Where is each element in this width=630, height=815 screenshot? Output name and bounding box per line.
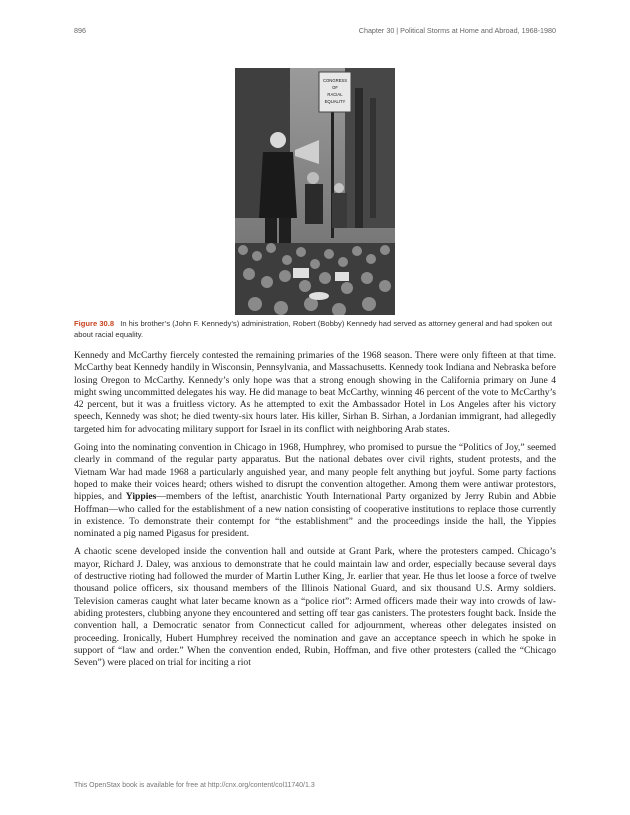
- paragraph: A chaotic scene developed inside the convention hall and outside at Grant Park, where the protesters camped. Chicago’s mayor, Richard J. Daley, was anxious to demonstrate that he could maintain law and order, especially because several days of destructive rioting had followed the murder of Martin Luther King, Jr. earlier that year. He thus let loose a force of twelve thousand police officers, six thousand members of the Illinois National Guard, and six thousand U.S. Army soldiers. Television cameras caught what later became known as a “police riot”: Armed officers made their way into crowds of law-abiding protesters, clubbing anyone they encountered and setting off tear gas canisters. The protesters fought back. Inside the convention hall, a Democratic senator from Connecticut called for adjournment, whereas other delegates insisted on proceeding. Ironically, Hubert Humphrey received the nomination and gave an acceptance speech in which he spoke in support of “law and order.” When the convention ended, Rubin, Hoffman, and five other protesters (called the “Chicago Seven”) were placed on trial for inciting a riot: [74, 546, 556, 669]
- sign-line-1: CONGRESS: [323, 78, 347, 83]
- key-term: Yippies: [125, 491, 157, 503]
- page-footer: This OpenStax book is available for free at http://cnx.org/content/col11740/1.3: [74, 782, 315, 789]
- sign-line-2: OF: [332, 85, 338, 90]
- photo-illustration: [235, 68, 395, 315]
- sign-line-4: EQUALITY: [324, 99, 346, 104]
- figure-photo: [235, 68, 395, 315]
- page-header: [74, 26, 556, 38]
- sign-line-3: RACIAL: [327, 92, 343, 97]
- page-number: 896: [74, 26, 86, 35]
- paragraph-text: Going into the nominating convention in Chicago in 1968, Humphrey, who promised to pursue the “Politics of Joy,” seemed clearly in command of the regular party apparatus. But the national debates over civil rights, student protests, and the Vietnam War had made 1968 a particularly anguished year, and many people felt anything but joyful. Some party factions hoped to make their voices heard; others wished to disrupt the convention altogether. Among them were antiwar protestors, hippies, and: [74, 442, 556, 503]
- paragraph: Kennedy and McCarthy fiercely contested the remaining primaries of the 1968 season. There were only fifteen at that time. McCarthy beat Kennedy handily in Wisconsin, Pennsylvania, and Massachusetts. Kennedy took Indiana and Nebraska before losing Oregon to McCarthy. Kennedy’s only hope was that a strong enough showing in the California primary on June 4 might swing uncommitted delegates his way. He did manage to beat McCarthy, winning 46 percent of the vote to McCarthy’s 42 percent, but it was a fruitless victory. As he attempted to exit the Ambassador Hotel in Los Angeles after his victory speech, Kennedy was shot; he died twenty-six hours later. His killer, Sirhan B. Sirhan, a Jordanian immigrant, had allegedly targeted him for advocating military support for Israel in its conflict with neighboring Arab states.: [74, 350, 556, 435]
- paragraph-text: —members of the leftist, anarchistic Youth International Party organized by Jerry Rubin and Abbie Hoffman—who called for the establishment of a new nation consisting of cooperative institutions to replace those currently in existence. To demonstrate their contempt for “the establishment” and the proceedings inside the hall, the Yippies nominated a pig named Pigasus for president.: [74, 491, 556, 540]
- chapter-title: Chapter 30 | Political Storms at Home and Abroad, 1968-1980: [358, 26, 556, 35]
- figure-caption: [74, 319, 556, 340]
- body-text: [74, 350, 556, 675]
- paragraph: [74, 442, 556, 540]
- figure-label: Figure 30.8: [74, 319, 115, 328]
- figure-caption-text: In his brother’s (John F. Kennedy’s) administration, Robert (Bobby) Kennedy had served as attorney general and had spoken out about racial equality.: [74, 319, 553, 339]
